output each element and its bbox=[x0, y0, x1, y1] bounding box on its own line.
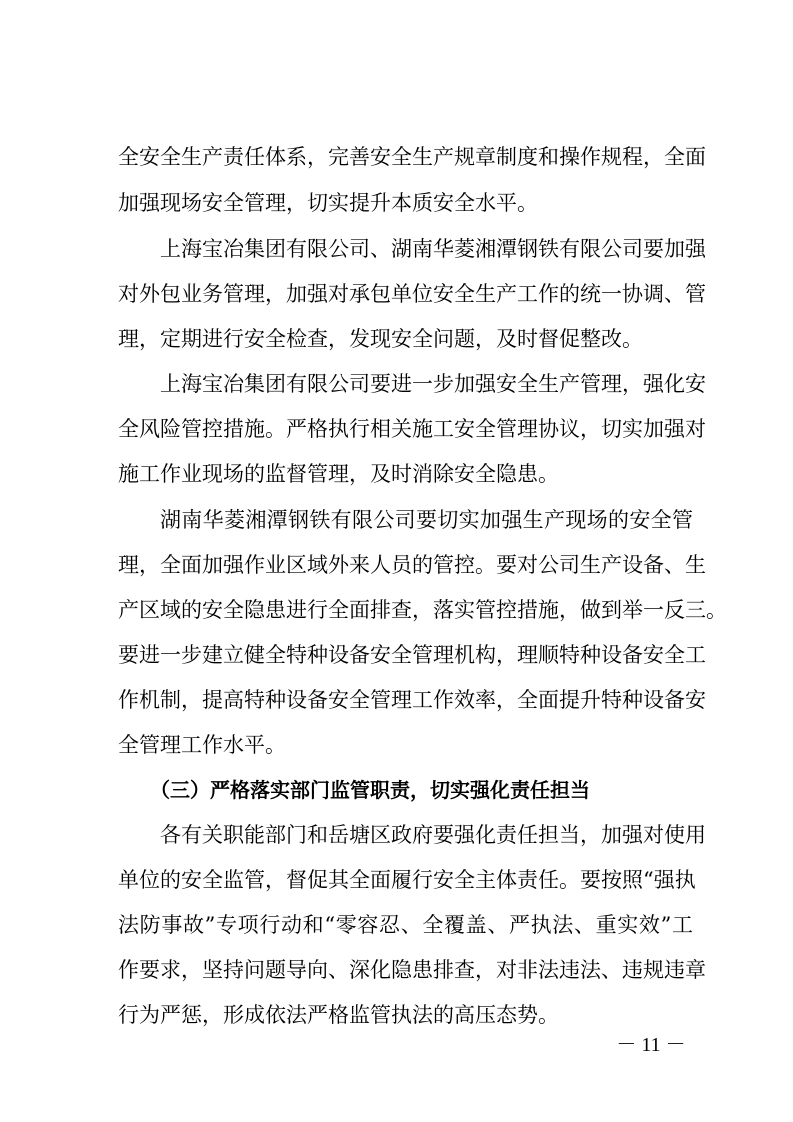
page-number: － 11 － bbox=[616, 1034, 686, 1056]
paragraph-line: 作要求，坚持问题导向、深化隐患排查，对非法违法、违规违章 bbox=[118, 958, 706, 982]
paragraph-line: 法防事故”专项行动和“零容忍、全覆盖、严执法、重实效”工 bbox=[118, 913, 693, 937]
paragraph-line: 理，定期进行安全检查，发现安全问题，及时督促整改。 bbox=[118, 327, 643, 351]
section-heading: （三）严格落实部门监管职责，切实强化责任担当 bbox=[150, 778, 590, 802]
paragraph-line: 加强现场安全管理，切实提升本质安全水平。 bbox=[118, 191, 538, 215]
paragraph-line: 全安全生产责任体系，完善安全生产规章制度和操作规程，全面 bbox=[118, 145, 706, 169]
paragraph-line: 行为严惩，形成依法严格监管执法的高压态势。 bbox=[118, 1003, 559, 1027]
paragraph-line: 全风险管控措施。严格执行相关施工安全管理协议，切实加强对 bbox=[118, 417, 706, 441]
paragraph-line: 作机制，提高特种设备安全管理工作效率，全面提升特种设备安 bbox=[118, 688, 706, 712]
paragraph-line: 单位的安全监管，督促其全面履行安全主体责任。要按照“强执 bbox=[118, 868, 696, 892]
paragraph-line: 要进一步建立健全特种设备安全管理机构，理顺特种设备安全工 bbox=[118, 643, 706, 667]
paragraph-line: 上海宝冶集团有限公司、湖南华菱湘潭钢铁有限公司要加强 bbox=[160, 237, 706, 261]
paragraph-line: 产区域的安全隐患进行全面排查，落实管控措施，做到举一反三。 bbox=[118, 598, 727, 622]
paragraph-line: 各有关职能部门和岳塘区政府要强化责任担当，加强对使用 bbox=[160, 823, 706, 847]
paragraph-line: 施工作业现场的监督管理，及时消除安全隐患。 bbox=[118, 462, 559, 486]
paragraph-line: 理，全面加强作业区域外来人员的管控。要对公司生产设备、生 bbox=[118, 553, 706, 577]
paragraph-line: 对外包业务管理，加强对承包单位安全生产工作的统一协调、管 bbox=[118, 282, 706, 306]
paragraph-line: 全管理工作水平。 bbox=[118, 733, 286, 757]
paragraph-line: 湖南华菱湘潭钢铁有限公司要切实加强生产现场的安全管 bbox=[160, 508, 693, 532]
paragraph-line: 上海宝冶集团有限公司要进一步加强安全生产管理，强化安 bbox=[160, 372, 706, 396]
